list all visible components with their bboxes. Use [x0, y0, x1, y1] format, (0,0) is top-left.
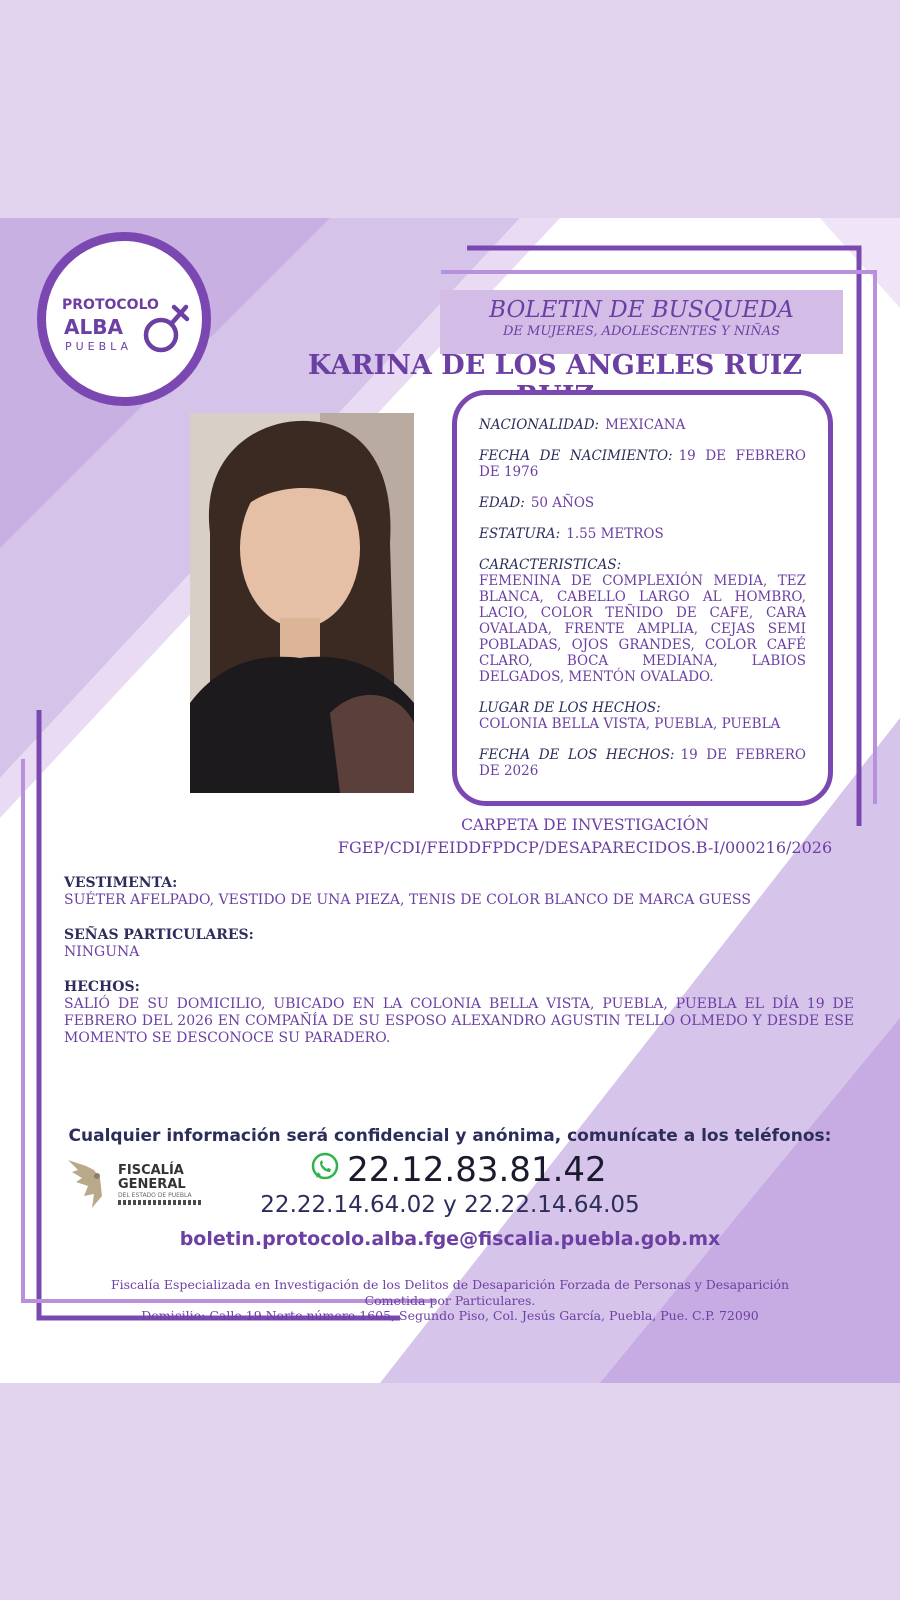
person-photo — [190, 413, 414, 793]
label-nacionalidad: NACIONALIDAD: — [479, 417, 600, 433]
gender-symbol-icon — [142, 301, 190, 357]
person-info-card — [452, 390, 833, 806]
value-lugar-hechos: COLONIA BELLA VISTA, PUEBLA, PUEBLA — [479, 716, 781, 732]
label-fecha-nacimiento: FECHA DE NACIMIENTO: — [479, 448, 673, 464]
section-senas-particulares — [64, 927, 854, 961]
contact-email-link[interactable]: boletin.protocolo.alba.fge@fiscalia.puebla.gob.mx — [179, 1228, 721, 1250]
label-fecha-hechos: FECHA DE LOS HECHOS: — [479, 747, 675, 763]
label-estatura: ESTATURA: — [479, 526, 561, 542]
footer — [90, 1277, 810, 1324]
main-phone-number[interactable]: 22.12.83.81.42 — [347, 1150, 607, 1190]
bulletin-subtitle: DE MUJERES, ADOLESCENTES Y NIÑAS — [502, 324, 781, 339]
field-lugar-hechos — [479, 700, 806, 732]
value-caracteristicas: FEMENINA DE COMPLEXIÓN MEDIA, TEZ BLANCA, CABELLO LARGO AL HOMBRO, LACIO, COLOR TEÑIDO DE CAFE, CARA OVALADA, FRENTE AMPLIA, CEJAS SEMI POBLADAS, OJOS GRANDES, COLOR CAFÉ CLARO, BOCA MEDIANA, LABIOS DELGADOS, MENTÓN OVALADO. — [479, 573, 806, 685]
field-fecha-nacimiento — [479, 448, 806, 480]
missing-person-bulletin — [0, 218, 900, 1383]
carpeta-label: CARPETA DE INVESTIGACIÓN — [461, 816, 709, 834]
field-edad — [479, 495, 806, 511]
footer-address-text: Domicilio: Calle 19 Norte número 1605, Segundo Piso, Col. Jesús García, Puebla, Pue. C.P. 72090 — [141, 1308, 759, 1323]
person-name: KARINA DE LOS ANGELES RUIZ — [307, 350, 803, 381]
logo-circle — [46, 241, 202, 397]
logo-text-puebla: PUEBLA — [65, 340, 133, 353]
senas-text: NINGUNA — [64, 944, 140, 960]
bulletin-title: BOLETIN DE BUSQUEDA — [489, 297, 794, 323]
whatsapp-icon — [310, 1152, 340, 1182]
vestimenta-heading: VESTIMENTA: — [64, 875, 178, 891]
hechos-text: SALIÓ DE SU DOMICILIO, UBICADO EN LA COLONIA BELLA VISTA, PUEBLA, PUEBLA EL DÍA 19 DE FEBRERO DEL 2026 EN COMPAÑÍA DE SU ESPOSO ALEXANDRO AGUSTIN TELLO OLMEDO Y DESDE ESE MOMENTO SE DESCONOCE SU PARADERO. — [64, 996, 854, 1046]
logo-text-protocolo: PROTOCOLO — [62, 297, 159, 313]
vestimenta-text: SUÉTER AFELPADO, VESTIDO DE UNA PIEZA, TENIS DE COLOR BLANCO DE MARCA GUESS — [64, 892, 751, 908]
field-caracteristicas — [479, 557, 806, 685]
hechos-heading: HECHOS: — [64, 979, 140, 995]
main-phone-row — [310, 1150, 607, 1192]
label-lugar-hechos: LUGAR DE LOS HECHOS: — [479, 700, 661, 716]
section-hechos — [64, 979, 854, 1047]
value-fecha-nacimiento: 19 DE FEBRERO DE 1976 — [479, 448, 806, 480]
fiscalia-logo-line1: FISCALÍA — [118, 1163, 184, 1178]
label-edad: EDAD: — [479, 495, 525, 511]
value-fecha-hechos: 19 DE FEBRERO DE 2026 — [479, 747, 806, 779]
fiscalia-general-logo — [64, 1156, 214, 1216]
logo-text-alba: ALBA — [64, 315, 123, 339]
value-nacionalidad: MEXICANA — [605, 417, 686, 433]
fiscalia-logo-line3: DEL ESTADO DE PUEBLA — [118, 1192, 192, 1199]
label-caracteristicas: CARACTERISTICAS: — [479, 557, 622, 573]
fiscalia-logo-pattern — [118, 1200, 202, 1205]
senas-heading: SEÑAS PARTICULARES: — [64, 927, 254, 943]
section-vestimenta — [64, 875, 854, 909]
alternate-phone-numbers[interactable]: 22.22.14.64.02 y 22.22.14.64.05 — [260, 1192, 640, 1218]
field-nacionalidad — [479, 417, 806, 433]
carpeta-number: FGEP/CDI/FEIDDFPDCP/DESAPARECIDOS.B-I/000216/2026 — [337, 838, 833, 857]
fiscalia-eagle-icon — [64, 1156, 114, 1212]
protocolo-alba-logo — [37, 232, 211, 406]
field-estatura — [479, 526, 806, 542]
value-estatura: 1.55 METROS — [566, 526, 664, 542]
field-fecha-hechos — [479, 747, 806, 779]
contact-lead-text: Cualquier información será confidencial y anónima, comunícate a los teléfonos: — [68, 1126, 832, 1146]
value-edad: 50 AÑOS — [530, 495, 595, 511]
fiscalia-logo-line2: GENERAL — [118, 1177, 186, 1192]
bulletin-title-box — [440, 290, 843, 354]
footer-agency-text: Fiscalía Especializada en Investigación de los Delitos de Desaparición Forzada de Personas y Desaparición Cometida por Particulares. — [110, 1277, 790, 1308]
